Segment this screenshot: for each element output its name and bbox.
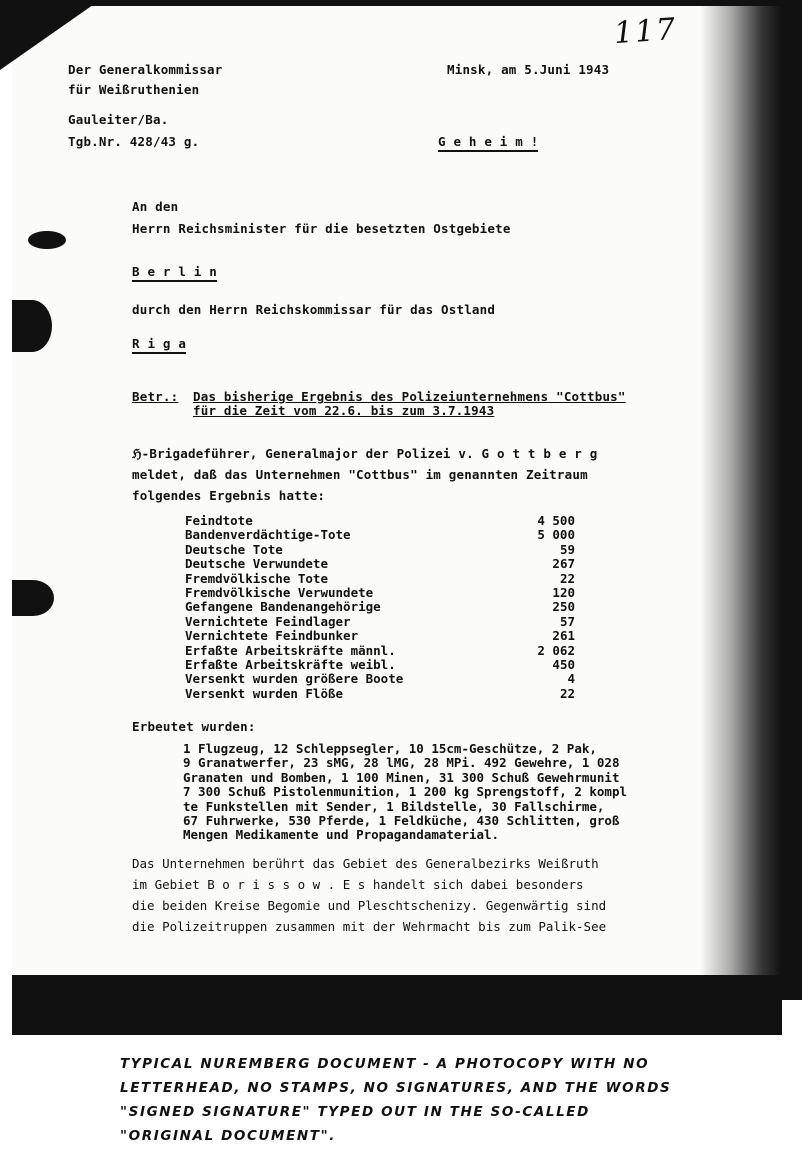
classification-secret: G e h e i m ! [438, 134, 538, 152]
closing-line: Das Unternehmen berührt das Gebiet des Generalbezirks Weißruth [132, 856, 599, 871]
captured-line: Granaten und Bomben, 1 100 Minen, 31 300 Schuß Gewehrmunit [183, 769, 620, 785]
captured-line: Mengen Medikamente und Propagandamaterial. [183, 827, 500, 843]
place-date: Minsk, am 5.Juni 1943 [447, 62, 610, 77]
captured-line: 67 Fuhrwerke, 530 Pferde, 1 Feldküche, 430 Schlitten, groß [183, 813, 620, 829]
results-row [185, 615, 585, 629]
captured-line: 1 Flugzeug, 12 Schleppsegler, 10 15cm-Geschütze, 2 Pak, [183, 741, 597, 756]
results-label: Erfaßte Arbeitskräfte weibl. [185, 656, 396, 672]
address-city-berlin: B e r l i n [132, 264, 217, 282]
handwritten-annotation [120, 1052, 740, 1148]
results-row [185, 586, 585, 600]
closing-line: im Gebiet B o r i s s o w . E s handelt sich dabei besonders [132, 877, 584, 892]
annotation-line: LETTERHEAD, NO STAMPS, NO SIGNATURES, AND THE WORDS [120, 1080, 672, 1096]
results-row [185, 528, 585, 542]
captured-list [183, 742, 627, 843]
results-label: Fremdvölkische Verwundete [185, 584, 374, 600]
captured-line: 9 Granatwerfer, 23 sMG, 28 lMG, 28 MPi. 492 Gewehre, 1 028 [183, 755, 620, 771]
results-label: Vernichtete Feindbunker [185, 628, 359, 644]
results-row [185, 658, 585, 672]
results-value: 22 [559, 685, 575, 701]
results-label: Vernichtete Feindlager [185, 613, 351, 629]
results-value: 57 [559, 613, 575, 629]
results-label: Bandenverdächtige-Tote [185, 527, 351, 543]
punch-hole-mark [28, 231, 66, 249]
subject-label: Betr.: [132, 389, 179, 404]
results-value: 267 [552, 556, 575, 572]
annotation-line: "SIGNED SIGNATURE" TYPED OUT IN THE SO-CALLED [120, 1104, 590, 1120]
captured-heading: Erbeutet wurden: [132, 719, 256, 734]
annotation-line: "ORIGINAL DOCUMENT". [120, 1128, 336, 1144]
intro-line-2: meldet, daß das Unternehmen "Cottbus" im genannten Zeitraum [132, 467, 588, 482]
results-table [185, 514, 585, 701]
results-value: 2 062 [537, 642, 575, 658]
results-row [185, 572, 585, 586]
closing-line: die Polizeitruppen zusammen mit der Wehrmacht bis zum Palik-See [132, 919, 607, 934]
results-row [185, 543, 585, 557]
results-label: Versenkt wurden Flöße [185, 685, 344, 701]
journal-number: Tgb.Nr. 428/43 g. [68, 134, 200, 149]
results-value: 59 [559, 541, 575, 557]
address-line-1: An den [132, 199, 179, 214]
address-city-riga: R i g a [132, 336, 186, 354]
handwritten-page-number: 117 [612, 11, 679, 52]
captured-line: 7 300 Schuß Pistolenmunition, 1 200 kg Sprengstoff, 2 kompl [183, 784, 628, 800]
closing-paragraph [132, 853, 606, 937]
results-label: Deutsche Verwundete [185, 556, 328, 572]
results-value: 4 [567, 671, 575, 687]
results-value: 4 500 [537, 513, 575, 528]
intro-line-3: folgendes Ergebnis hatte: [132, 488, 326, 503]
intro-line-1: ℌ-Brigadeführer, Generalmajor der Polizei v. G o t t b e r g [132, 446, 598, 461]
results-value: 120 [552, 584, 575, 600]
results-value: 261 [552, 628, 575, 644]
address-line-2: Herrn Reichsminister für die besetzten Ostgebiete [132, 221, 511, 236]
sender-line-2: für Weißruthenien [68, 82, 200, 97]
annotation-line: TYPICAL NUREMBERG DOCUMENT - A PHOTOCOPY WITH NO [120, 1056, 650, 1072]
photocopy-edge-bottom [12, 975, 782, 1035]
photocopy-shadow-right [700, 0, 802, 1000]
captured-line: te Funkstellen mit Sender, 1 Bildstelle, 30 Fallschirme, [183, 798, 605, 814]
punch-hole-mark [12, 580, 54, 616]
subject-line-2: für die Zeit vom 22.6. bis zum 3.7.1943 [193, 403, 495, 418]
results-row [185, 629, 585, 643]
results-label: Deutsche Tote [185, 541, 283, 557]
photocopy-corner [0, 0, 100, 70]
subject-line-1: Das bisherige Ergebnis des Polizeiunternehmens "Cottbus" [193, 389, 626, 404]
results-row [185, 514, 585, 528]
punch-hole-mark [12, 300, 52, 352]
results-value: 250 [552, 599, 575, 615]
results-value: 22 [559, 570, 575, 586]
results-row [185, 600, 585, 614]
sender-line-1: Der Generalkommissar [68, 62, 223, 77]
results-row [185, 687, 585, 701]
address-via: durch den Herrn Reichskommissar für das Ostland [132, 302, 496, 317]
results-row [185, 672, 585, 686]
results-value: 450 [552, 656, 575, 672]
results-value: 5 000 [537, 527, 575, 543]
closing-line: die beiden Kreise Begomie und Pleschtschenizy. Gegenwärtig sind [132, 898, 607, 913]
office-reference: Gauleiter/Ba. [68, 112, 169, 127]
results-label: Fremdvölkische Tote [185, 570, 328, 586]
photocopy-edge-top [0, 0, 802, 6]
results-label: Gefangene Bandenangehörige [185, 599, 381, 615]
results-label: Erfaßte Arbeitskräfte männl. [185, 642, 396, 658]
results-row [185, 557, 585, 571]
results-row [185, 644, 585, 658]
results-label: Versenkt wurden größere Boote [185, 671, 404, 687]
results-label: Feindtote [185, 513, 253, 528]
